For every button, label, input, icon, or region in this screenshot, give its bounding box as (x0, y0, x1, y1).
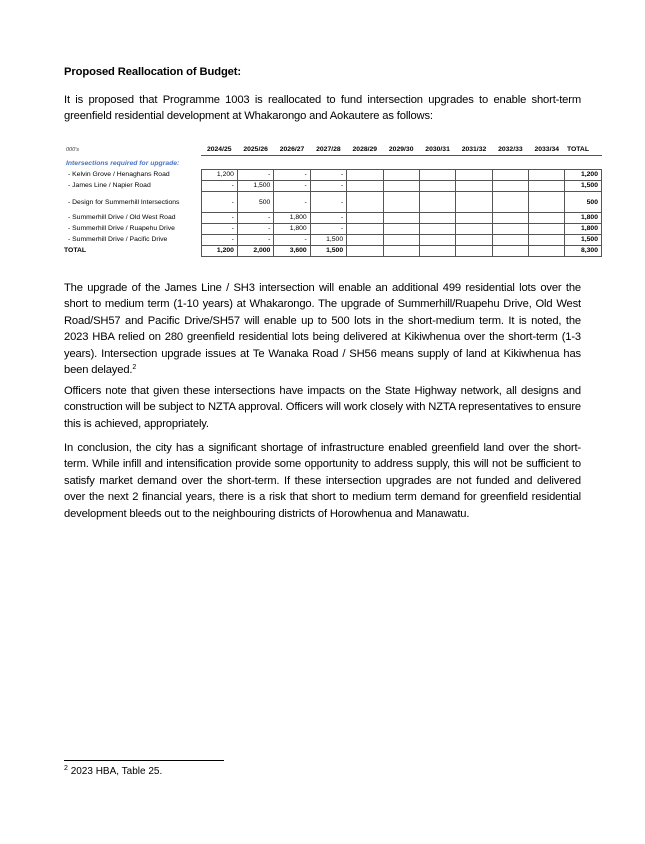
table-cell: - (274, 170, 310, 181)
table-cell: - (237, 213, 273, 224)
table-cell (492, 170, 528, 181)
column-header: 2026/27 (274, 145, 310, 156)
row-label: - Design for Summerhill Intersections (68, 198, 180, 206)
table-cell: - (310, 192, 346, 213)
table-cell: - (310, 213, 346, 224)
column-header: 2029/30 (383, 145, 419, 156)
row-total: 1,200 (565, 170, 602, 181)
column-header: 2032/33 (492, 145, 528, 156)
table-cell: 2,000 (237, 246, 273, 257)
table-cell (492, 235, 528, 246)
table-cell: 1,500 (310, 235, 346, 246)
row-total: 1,800 (565, 213, 602, 224)
budget-table (64, 145, 602, 257)
table-cell (529, 224, 565, 235)
table-cell (456, 235, 492, 246)
footnote (64, 766, 162, 777)
table-cell (492, 192, 528, 213)
table-cell (529, 235, 565, 246)
grand-total: 8,300 (565, 246, 602, 257)
row-label: - Summerhill Drive / Old West Road (68, 214, 176, 221)
table-row (64, 235, 602, 246)
column-header: 2031/32 (456, 145, 492, 156)
row-total: 1,500 (565, 181, 602, 192)
paragraph-conclusion: In conclusion, the city has a significant shortage of infrastructure enabled greenfield land over the short-term. While infill and intensification provide some opportunity to address supply, this will not be sufficient to satisfy market demand over the short-term. If these intersection upgrades are not funded and delivered over the next 2 financial years, there is a risk that short to medium term demand for greenfield residential development bleeds out to the neighbouring districts of Horowhenua and Manawatu. (64, 442, 581, 520)
table-cell: - (201, 224, 237, 235)
table-cell (383, 192, 419, 213)
table-cell (456, 170, 492, 181)
paragraph-intersection-impacts (64, 280, 581, 378)
table-cell (419, 246, 455, 257)
table-cell: 1,800 (274, 224, 310, 235)
row-label: - Kelvin Grove / Henaghans Road (68, 171, 170, 178)
column-header: 2030/31 (419, 145, 455, 156)
table-row (64, 181, 602, 192)
table-row (64, 224, 602, 235)
column-header-total: TOTAL (565, 145, 602, 156)
table-cell (456, 213, 492, 224)
table-cell: - (237, 170, 273, 181)
table-cell: - (310, 181, 346, 192)
row-label: - Summerhill Drive / Ruapehu Drive (68, 225, 175, 232)
table-row (64, 170, 602, 181)
table-cell (456, 224, 492, 235)
table-cell (383, 246, 419, 257)
table-cell (347, 235, 383, 246)
table-cell: - (274, 235, 310, 246)
table-cell (383, 170, 419, 181)
footnote-separator (64, 760, 224, 761)
table-cell (347, 213, 383, 224)
row-label: - Summerhill Drive / Pacific Drive (68, 236, 168, 243)
table-cell: 1,200 (201, 246, 237, 257)
table-cell (419, 224, 455, 235)
paragraph-nzta-approval: Officers note that given these intersections have impacts on the State Highway network, all designs and construction will be subject to NZTA approval. Officers will work closely with NZTA representatives to ensure this is achieved, appropriately. (64, 385, 581, 430)
table-cell: 500 (237, 192, 273, 213)
row-total: 1,800 (565, 224, 602, 235)
table-cell: 1,200 (201, 170, 237, 181)
table-header-row (64, 145, 602, 156)
table-cell: - (201, 235, 237, 246)
table-cell (529, 181, 565, 192)
table-cell: - (237, 235, 273, 246)
table-cell: - (201, 213, 237, 224)
table-cell (529, 246, 565, 257)
column-header: 2028/29 (347, 145, 383, 156)
column-header: 2033/34 (529, 145, 565, 156)
table-cell: 1,500 (237, 181, 273, 192)
footnote-reference[interactable]: 2 (132, 364, 137, 372)
section-label: Intersections required for upgrade: (66, 160, 180, 167)
table-section-row (64, 156, 602, 170)
row-total: 500 (565, 192, 602, 213)
table-cell: - (310, 224, 346, 235)
table-cell (347, 181, 383, 192)
table-cell (492, 181, 528, 192)
table-cell: 1,500 (310, 246, 346, 257)
table-cell (383, 235, 419, 246)
table-cell (419, 192, 455, 213)
table-cell (419, 170, 455, 181)
table-cell (456, 246, 492, 257)
table-cell: - (237, 224, 273, 235)
footnote-text: 2023 HBA, Table 25. (70, 766, 163, 777)
row-label: - James Line / Napier Road (68, 182, 151, 189)
table-cell (347, 170, 383, 181)
table-cell (492, 213, 528, 224)
column-header: 2024/25 (201, 145, 237, 156)
table-cell (529, 170, 565, 181)
table-cell: - (201, 192, 237, 213)
table-cell (419, 213, 455, 224)
units-label: 000's (66, 147, 79, 154)
table-cell (383, 224, 419, 235)
table-cell (492, 224, 528, 235)
row-total: 1,500 (565, 235, 602, 246)
table-total-row (64, 246, 602, 257)
table-cell: - (274, 192, 310, 213)
paragraph-text: The upgrade of the James Line / SH3 intersection will enable an additional 499 residential lots over the short to medium term (1-10 years) at Whakarongo. The upgrade of Summerhill/Ruapehu Drive, Old West Road/SH57 and Pacific Drive/SH57 will enable up to 500 lots in the short-medium term. It is noted, the 2023 HBA relied on 280 greenfield residential lots being delivered at Kikiwhenua over the short-term (1-3 years). Intersection upgrade issues at Te Wanaka Road / SH56 means supply of land at Kikiwhenua has been delayed. (64, 282, 581, 377)
table-cell (529, 213, 565, 224)
table-cell (456, 192, 492, 213)
column-header: 2027/28 (310, 145, 346, 156)
section-heading: Proposed Reallocation of Budget: (64, 66, 242, 78)
table-cell (347, 246, 383, 257)
table-cell: - (310, 170, 346, 181)
table-cell: - (274, 181, 310, 192)
table-cell: 3,600 (274, 246, 310, 257)
table-row (64, 192, 602, 213)
column-header: 2025/26 (237, 145, 273, 156)
table-cell (383, 213, 419, 224)
table-cell (456, 181, 492, 192)
table-cell (529, 192, 565, 213)
table-row (64, 213, 602, 224)
footnote-number: 2 (64, 765, 68, 772)
table-cell: 1,800 (274, 213, 310, 224)
table-cell: - (201, 181, 237, 192)
table-cell (383, 181, 419, 192)
table-cell (419, 181, 455, 192)
table-cell (347, 224, 383, 235)
table-cell (347, 192, 383, 213)
total-row-label: TOTAL (64, 247, 87, 254)
intro-paragraph: It is proposed that Programme 1003 is reallocated to fund intersection upgrades to enable short-term greenfield residential development at Whakarongo and Aokautere as follows: (64, 94, 581, 123)
table-cell (419, 235, 455, 246)
table-cell (492, 246, 528, 257)
